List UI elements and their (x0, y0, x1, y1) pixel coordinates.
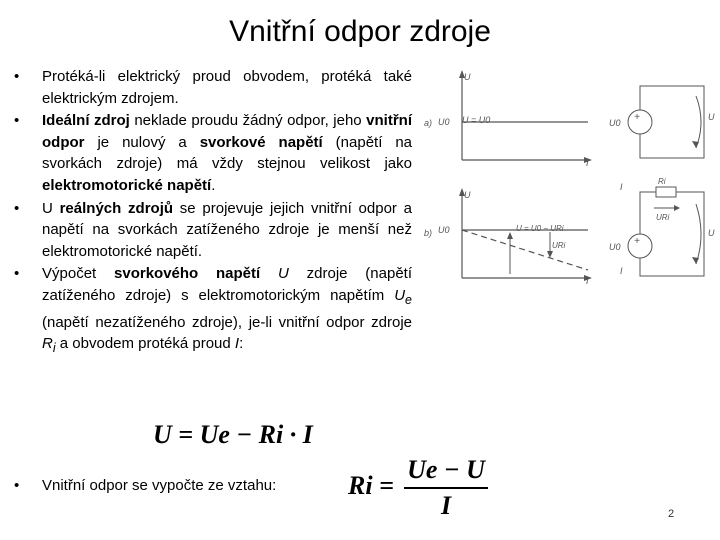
bullet-item-2 (14, 110, 412, 196)
symbol-Ri-sub: i (52, 341, 56, 356)
circuit-label-U: U (708, 112, 715, 122)
bullet-text: neklade proudu žádný odpor, jeho (129, 112, 367, 130)
bullet-dot: • (14, 265, 20, 283)
circuit-real-source (609, 177, 715, 276)
bullet-item-5 (14, 475, 276, 496)
slide-title: Vnitřní odpor zdroje (229, 15, 491, 48)
circuit-label-Ri: Ri (658, 177, 666, 186)
bullet-text: zdroje (napětí zatíženého zdroje) s elektromotorickým napětím (42, 265, 413, 304)
bullet-text: a obvodem protéká proud (55, 335, 235, 353)
circuit-label-I: I (620, 182, 623, 192)
circuit-label-U0: U0 (609, 118, 621, 128)
bullet-dot: • (14, 199, 20, 217)
bullet-item-4 (14, 263, 412, 359)
term-internal-resistance: vnitřní odpor (42, 112, 412, 151)
symbol-Ri: R (42, 335, 53, 353)
graph-real-source (424, 188, 592, 286)
term-terminal-voltage: svorkového napětí (114, 265, 261, 283)
arrow-head (507, 232, 513, 239)
equation-a: U = U0 (462, 115, 491, 125)
bullet-dot: • (14, 477, 20, 494)
label-U0: U0 (438, 225, 450, 235)
terminal-voltage-line (462, 230, 588, 270)
label-U0: U0 (438, 117, 450, 127)
bullet-text: . (211, 176, 216, 194)
arrow-head (692, 257, 699, 264)
fraction (404, 455, 488, 521)
axis-label-I: I (586, 276, 589, 286)
equation-b: U = U0 − URi (516, 224, 564, 233)
circuit-label-U0: U0 (609, 242, 621, 252)
resistor-icon (656, 187, 676, 197)
circuit-ideal-source (609, 86, 715, 158)
circuit-label-URi: URi (656, 213, 670, 222)
axis-label-U: U (464, 72, 471, 82)
bullet-item-1 (14, 66, 412, 109)
symbol-Ue-sub: e (405, 292, 412, 307)
circuit-wire (640, 192, 704, 276)
plus-icon: + (634, 236, 640, 247)
equation-lhs: Ri = (348, 471, 394, 500)
label-URi: URi (552, 241, 566, 250)
arrow-head (692, 141, 699, 148)
bullet-text: : (239, 335, 244, 353)
plus-icon: + (634, 112, 640, 123)
arrow-head (674, 205, 680, 211)
voltage-arrow (696, 204, 701, 264)
fraction-numerator: Ue − U (407, 455, 485, 484)
fraction-denominator: I (440, 491, 452, 520)
bullet-text: je nulový a (84, 133, 200, 151)
bullet-text: Vnitřní odpor se vypočte ze vztahu: (42, 477, 277, 494)
term-terminal-voltage: svorkové napětí (199, 133, 323, 151)
voltage-arrow (696, 96, 701, 148)
term-real-sources: reálných zdrojů (59, 199, 174, 217)
bullet-text: (napětí nezatíženého zdroje), je-li vnitřní odpor zdroje (42, 313, 412, 331)
label-b: b) (424, 228, 433, 238)
bullet-item-3 (14, 198, 412, 263)
symbol-Ue: U (394, 286, 406, 304)
voltage-source-icon (628, 110, 652, 134)
bullet-text: Výpočet (42, 265, 115, 283)
label-a: a) (424, 118, 433, 128)
fraction-bar (404, 487, 488, 489)
symbol-I: I (234, 335, 240, 353)
source-diagram (420, 66, 720, 286)
circuit-label-U: U (708, 228, 715, 238)
bullet-dot: • (14, 112, 20, 130)
term-emf: elektromotorické napětí (42, 176, 212, 194)
symbol-U: U (260, 265, 289, 283)
axis-label-I: I (586, 158, 589, 168)
bullet-dot: • (14, 68, 20, 85)
bullet-text: (napětí na svorkách zdroje) má vždy stejnou velikost jako (42, 133, 413, 173)
terminal-voltage-equation: U = Ue − Ri · I (153, 420, 313, 449)
voltage-source-icon (628, 234, 652, 258)
bullet-text: Protéká-li elektrický proud obvodem, protéká také elektrickým zdrojem. (42, 68, 412, 107)
axis-label-U: U (464, 190, 471, 200)
bullet-list (14, 66, 412, 360)
bullet-text: se projevuje jejich vnitřní odpor a napětí na svorkách zatíženého zdroje je menší než elektromotorické napětí. (42, 199, 413, 260)
circuit-label-I: I (620, 266, 623, 276)
term-ideal-source: Ideální zdroj (42, 112, 130, 130)
page-number: 2 (668, 508, 675, 520)
bullet-text: U (42, 199, 60, 217)
graph-ideal-source (424, 70, 592, 168)
